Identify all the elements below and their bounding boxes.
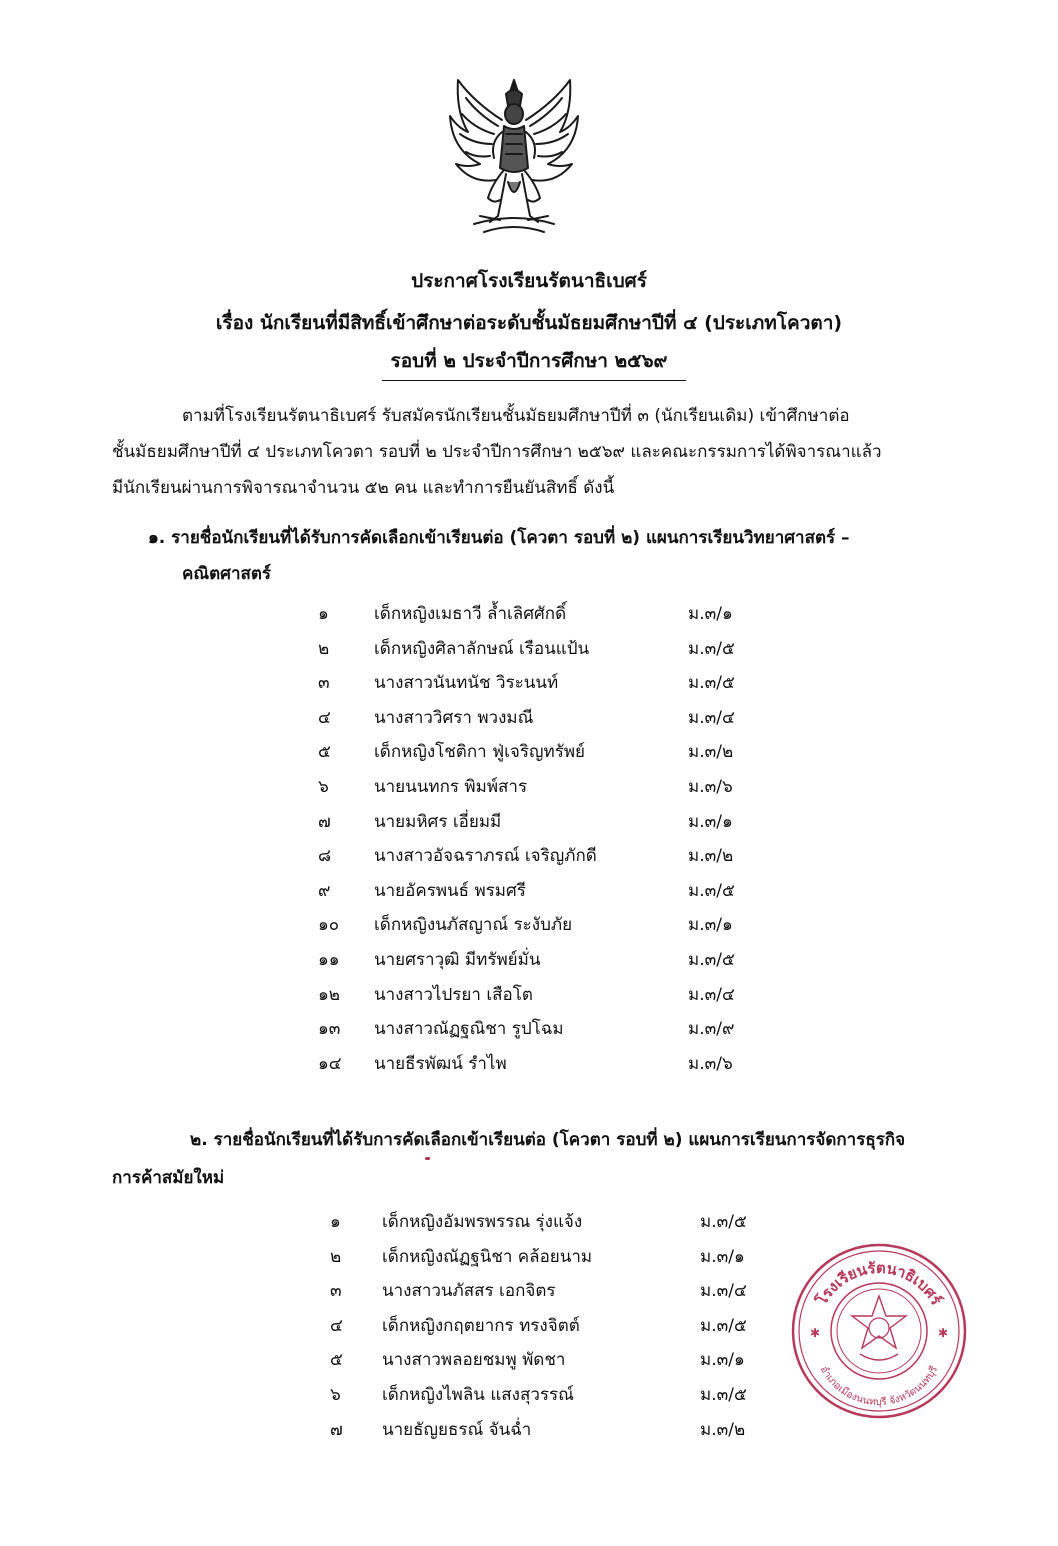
student-name: เด็กหญิงเมธาวี ล้ำเลิศศักดิ์ <box>374 604 567 624</box>
announcement-subject: เรื่อง นักเรียนที่มีสิทธิ์เข้าศึกษาต่อระดับชั้นมัธยมศึกษาปีที่ ๔ (ประเภทโควตา) <box>215 312 843 334</box>
ink-mark <box>425 1157 430 1160</box>
student-class: ม.๓/๕ <box>688 880 735 901</box>
student-number: ๑๑ <box>318 950 340 970</box>
student-row <box>0 946 1058 976</box>
student-row <box>0 738 1058 768</box>
student-row <box>0 808 1058 838</box>
student-number: ๕ <box>318 742 331 763</box>
student-class: ม.๓/๕ <box>688 673 735 694</box>
section2-heading-cont: การค้าสมัยใหม่ <box>112 1168 225 1188</box>
student-class: ม.๓/๑ <box>688 915 733 936</box>
svg-text:อำเภอเมืองนนทบุรี จังหวัดนนทบุ <box>818 1364 941 1409</box>
student-row <box>0 1208 1058 1238</box>
heading-underline <box>382 380 686 381</box>
student-class: ม.๓/๕ <box>688 950 735 970</box>
student-number: ๗ <box>330 1419 343 1440</box>
student-class: ม.๓/๒ <box>688 742 734 763</box>
stamp-text-bottom: อำเภอเมืองนนทบุรี จังหวัดนนทบุรี <box>817 1364 941 1409</box>
student-row <box>0 704 1058 734</box>
student-name: นางสาวนภัสสร เอกจิตร <box>382 1281 556 1302</box>
student-number: ๕ <box>330 1350 343 1371</box>
student-row <box>0 1015 1058 1045</box>
student-name: นายศราวุฒิ มีทรัพย์มั่น <box>374 950 541 970</box>
student-name: นางสาววิศรา พวงมณี <box>374 707 534 728</box>
student-class: ม.๓/๖ <box>688 777 733 797</box>
student-row <box>0 635 1058 665</box>
announcement-round: รอบที่ ๒ ประจำปีการศึกษา ๒๕๖๙ <box>390 350 668 372</box>
student-class: ม.๓/๖ <box>688 1053 733 1074</box>
student-number: ๙ <box>318 880 331 901</box>
student-row <box>0 1416 1058 1446</box>
student-number: ๗ <box>318 811 331 832</box>
student-row <box>0 911 1058 941</box>
student-name: เด็กหญิงศิลาลักษณ์ เรือนแป้น <box>374 638 590 659</box>
student-name: นายอัครพนธ์ พรมศรี <box>374 880 526 901</box>
section1-heading-cont: คณิตศาสตร์ <box>182 564 272 584</box>
student-class: ม.๓/๕ <box>700 1315 747 1336</box>
svg-text:✱: ✱ <box>938 1326 949 1340</box>
student-name: เด็กหญิงโชติกา ฟู่เจริญทรัพย์ <box>374 742 586 763</box>
stamp-text-top: โรงเรียนรัตนาธิเบศร์ <box>812 1258 946 1309</box>
student-number: ๔ <box>318 707 331 728</box>
student-row <box>0 842 1058 872</box>
student-row <box>0 981 1058 1011</box>
student-name: นางสาวพลอยชมพู พัดชา <box>382 1350 566 1371</box>
student-name: เด็กหญิงนภัสญาณ์ ระงับภัย <box>374 915 573 936</box>
student-number: ๑๒ <box>318 984 340 1005</box>
student-number: ๓ <box>330 1281 342 1302</box>
student-name: นางสาวนันทนัช วิระนนท์ <box>374 673 559 694</box>
student-class: ม.๓/๕ <box>700 1385 747 1405</box>
student-number: ๑ <box>330 1212 341 1232</box>
student-row <box>0 877 1058 907</box>
school-seal-stamp <box>790 1242 968 1420</box>
student-number: ๒ <box>330 1246 342 1267</box>
student-number: ๖ <box>330 1385 341 1405</box>
student-class: ม.๓/๔ <box>688 984 735 1005</box>
student-name: นายธีรพัฒน์ รำไพ <box>374 1053 507 1074</box>
student-name: เด็กหญิงณัฏฐนิชา คล้อยนาม <box>382 1246 593 1267</box>
student-class: ม.๓/๔ <box>700 1281 747 1302</box>
student-number: ๑๔ <box>318 1053 342 1074</box>
student-name: นายมหิศร เอี่ยมมี <box>374 811 502 832</box>
garuda-emblem-icon <box>444 72 584 240</box>
student-name: นายนนทกร พิมพ์สาร <box>374 777 528 797</box>
student-class: ม.๓/๑ <box>688 604 733 624</box>
intro-line-2: ชั้นมัธยมศึกษาปีที่ ๔ ประเภทโควตา รอบที่ ๒ ประจำปีการศึกษา ๒๕๖๙ และคณะกรรมการได้พิจารณาแล้ว <box>112 442 882 462</box>
intro-line-1: ตามที่โรงเรียนรัตนาธิเบศร์ รับสมัครนักเรียนชั้นมัธยมศึกษาปีที่ ๓ (นักเรียนเดิม) เข้าศึกษาต่อ <box>182 406 850 426</box>
student-class: ม.๓/๙ <box>688 1019 735 1040</box>
student-number: ๓ <box>318 673 330 694</box>
student-number: ๔ <box>330 1315 343 1336</box>
student-name: เด็กหญิงไพลิน แสงสุวรรณ์ <box>382 1385 574 1405</box>
student-number: ๘ <box>318 846 332 867</box>
student-class: ม.๓/๔ <box>688 707 735 728</box>
student-row <box>0 669 1058 699</box>
student-number: ๖ <box>318 777 329 797</box>
section2-heading: ๒. รายชื่อนักเรียนที่ได้รับการคัดเลือกเข้าเรียนต่อ (โควตา รอบที่ ๒) แผนการเรียนการจัดการธุรกิจ <box>190 1130 906 1150</box>
student-name: นางสาวไปรยา เสือโต <box>374 984 533 1005</box>
student-name: เด็กหญิงกฤตยากร ทรงจิตต์ <box>382 1315 580 1336</box>
student-class: ม.๓/๒ <box>688 846 734 867</box>
student-number: ๑ <box>318 604 329 624</box>
student-number: ๒ <box>318 638 330 659</box>
student-name: นางสาวอัจฉราภรณ์ เจริญภักดี <box>374 846 597 867</box>
student-class: ม.๓/๑ <box>700 1350 745 1371</box>
student-row <box>0 600 1058 630</box>
student-class: ม.๓/๒ <box>700 1419 746 1440</box>
student-class: ม.๓/๑ <box>700 1246 745 1267</box>
student-number: ๑๐ <box>318 915 340 936</box>
student-class: ม.๓/๕ <box>700 1212 747 1232</box>
student-number: ๑๓ <box>318 1019 341 1040</box>
student-class: ม.๓/๕ <box>688 638 735 659</box>
student-row <box>0 1050 1058 1080</box>
student-name: นายธัญยธรณ์ จันฉ่ำ <box>382 1419 532 1440</box>
svg-text:✱: ✱ <box>810 1326 821 1340</box>
intro-line-3: มีนักเรียนผ่านการพิจารณาจำนวน ๕๒ คน และทำการยืนยันสิทธิ์ ดังนี้ <box>112 478 615 498</box>
student-name: นางสาวณัฏฐณิชา รูปโฉม <box>374 1019 564 1040</box>
student-class: ม.๓/๑ <box>688 811 733 832</box>
announcement-title: ประกาศโรงเรียนรัตนาธิเบศร์ <box>411 270 647 292</box>
student-row <box>0 773 1058 803</box>
student-name: เด็กหญิงอัมพรพรรณ รุ่งแจ้ง <box>382 1212 583 1232</box>
section1-heading: ๑. รายชื่อนักเรียนที่ได้รับการคัดเลือกเข้าเรียนต่อ (โควตา รอบที่ ๒) แผนการเรียนวิทยาศาสตร์ – <box>148 528 850 548</box>
